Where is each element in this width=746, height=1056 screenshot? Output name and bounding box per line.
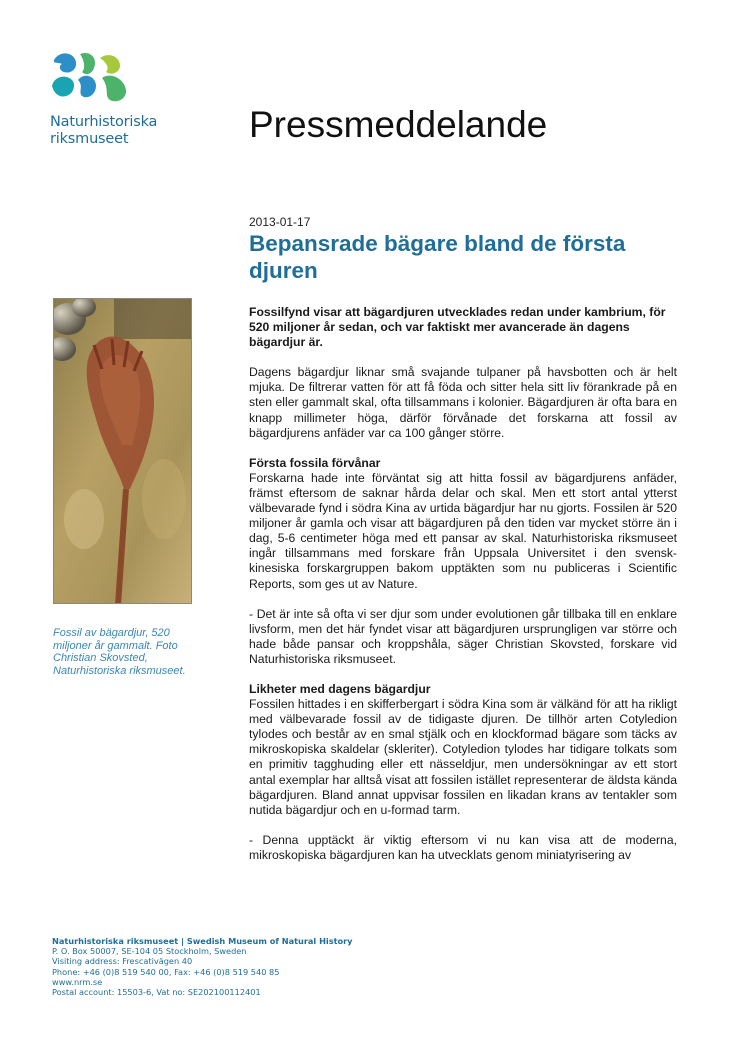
org-name (50, 114, 157, 148)
article-paragraph: Dagens bägardjur liknar små svajande tulpaner på havsbotten och är helt mjuka. De filtrerar vatten för att få föda och sitter hela sitt liv förankrade på en sten eller gammalt skal, ofta tillsammans i kolonier. Bägardjuren är ofta bara en knapp millimeter höga, därför förvånade det forskarna att fossil av bägardjurens anfäder var ca 100 gånger större. (249, 365, 677, 440)
fossil-image-icon (54, 299, 192, 604)
article-body (249, 305, 677, 878)
section-text-first-fossils: Forskarna hade inte förväntat sig att hitta fossil av bägardjurens anfäder, främst eftersom de saknar hårda delar och skal. Men ett stort antal ytterst välbevarade fynd i södra Kina av urtida bägardjur har nu gjorts. Fossilen är 520 miljoner år gamla och visar att bägardjuren på den tiden var mycket större än i dag, 5-6 centimeter höga med ett pansar av skal. Naturhistoriska riksmuseet ingår tillsammans med forskare från Uppsala Universitet i den svensk-kinesiska forskargruppen bakom upptäkten som nu publiceras i Scientific Reports, som ges ut av Nature. (249, 470, 677, 591)
page-footer (52, 936, 353, 997)
fossil-photo (53, 298, 192, 604)
footer-org: Naturhistoriska riksmuseet | Swedish Museum of Natural History (52, 936, 353, 946)
footer-phone: Phone: +46 (0)8 519 540 00, Fax: +46 (0)8 519 540 85 (52, 966, 280, 977)
section-heading-similarities: Likheter med dagens bägardjur (249, 681, 431, 696)
article-lead: Fossilfynd visar att bägardjuren utvecklades redan under kambrium, för 520 miljoner år sedan, och var faktiskt mer avancerade än dagens bägardjur är. (249, 305, 666, 350)
museum-logo-icon (50, 50, 130, 106)
section-quote-first-fossils: - Det är inte så ofta vi ser djur som under evolutionen går tillbaka till en enklare livsform, men det här fyndet visar att bägardjuren ursprungligen var större och hade både pansar och kroppshåla, säger Christian Skovsted, forskare vid Naturhistoriska riksmuseet. (249, 606, 677, 666)
org-name-line1: Naturhistoriska (50, 114, 158, 130)
section-quote-similarities: - Denna upptäckt är viktig eftersom vi nu kan visa att de moderna, mikroskopiska bägardjuren kan ha utvecklats genom miniatyrisering av (249, 832, 677, 862)
article-headline: Bepansrade bägare bland de första djuren (249, 231, 626, 283)
document-type-title: Pressmeddelande (249, 104, 548, 145)
footer-website-link[interactable]: www.nrm.se (52, 976, 103, 987)
press-release-date: 2013-01-17 (249, 215, 311, 229)
section-text-similarities: Fossilen hittades i en skifferbergart i södra Kina som är välkänd för att ha rikligt med välbevarade fossil av de tidigaste djuren. De tillhör arten Cotyledion tylodes och består av en smal stjälk och en klockformad bägare som täcks av mikroskopiska skaldelar (skleriter). Cotyledion tylodes har tidigare tolkats som en primitiv tagghuding eller ett nässeldjur, men undersökningar av ett stort antal exemplar har alltså visat att fossilen istället representerar de äldsta kända bägardjuren. Bland annat uppvisar fossilen en likadan krans av tentakler som nutida bägardjur och en u-formad tarm. (249, 697, 677, 817)
footer-visiting-address: Visiting address: Frescativägen 40 (52, 956, 193, 967)
footer-postal-account: Postal account: 15503-6, Vat no: SE202100112401 (52, 987, 261, 998)
org-name-line2: riksmuseet (50, 131, 129, 147)
photo-caption: Fossil av bägardjur, 520 miljoner år gammalt. Foto Christian Skovsted, Naturhistoriska riksmuseet. (53, 627, 186, 677)
section-heading-first-fossils: Första fossila förvånar (249, 455, 381, 470)
footer-address: P. O. Box 50007, SE-104 05 Stockholm, Sweden (52, 946, 247, 957)
